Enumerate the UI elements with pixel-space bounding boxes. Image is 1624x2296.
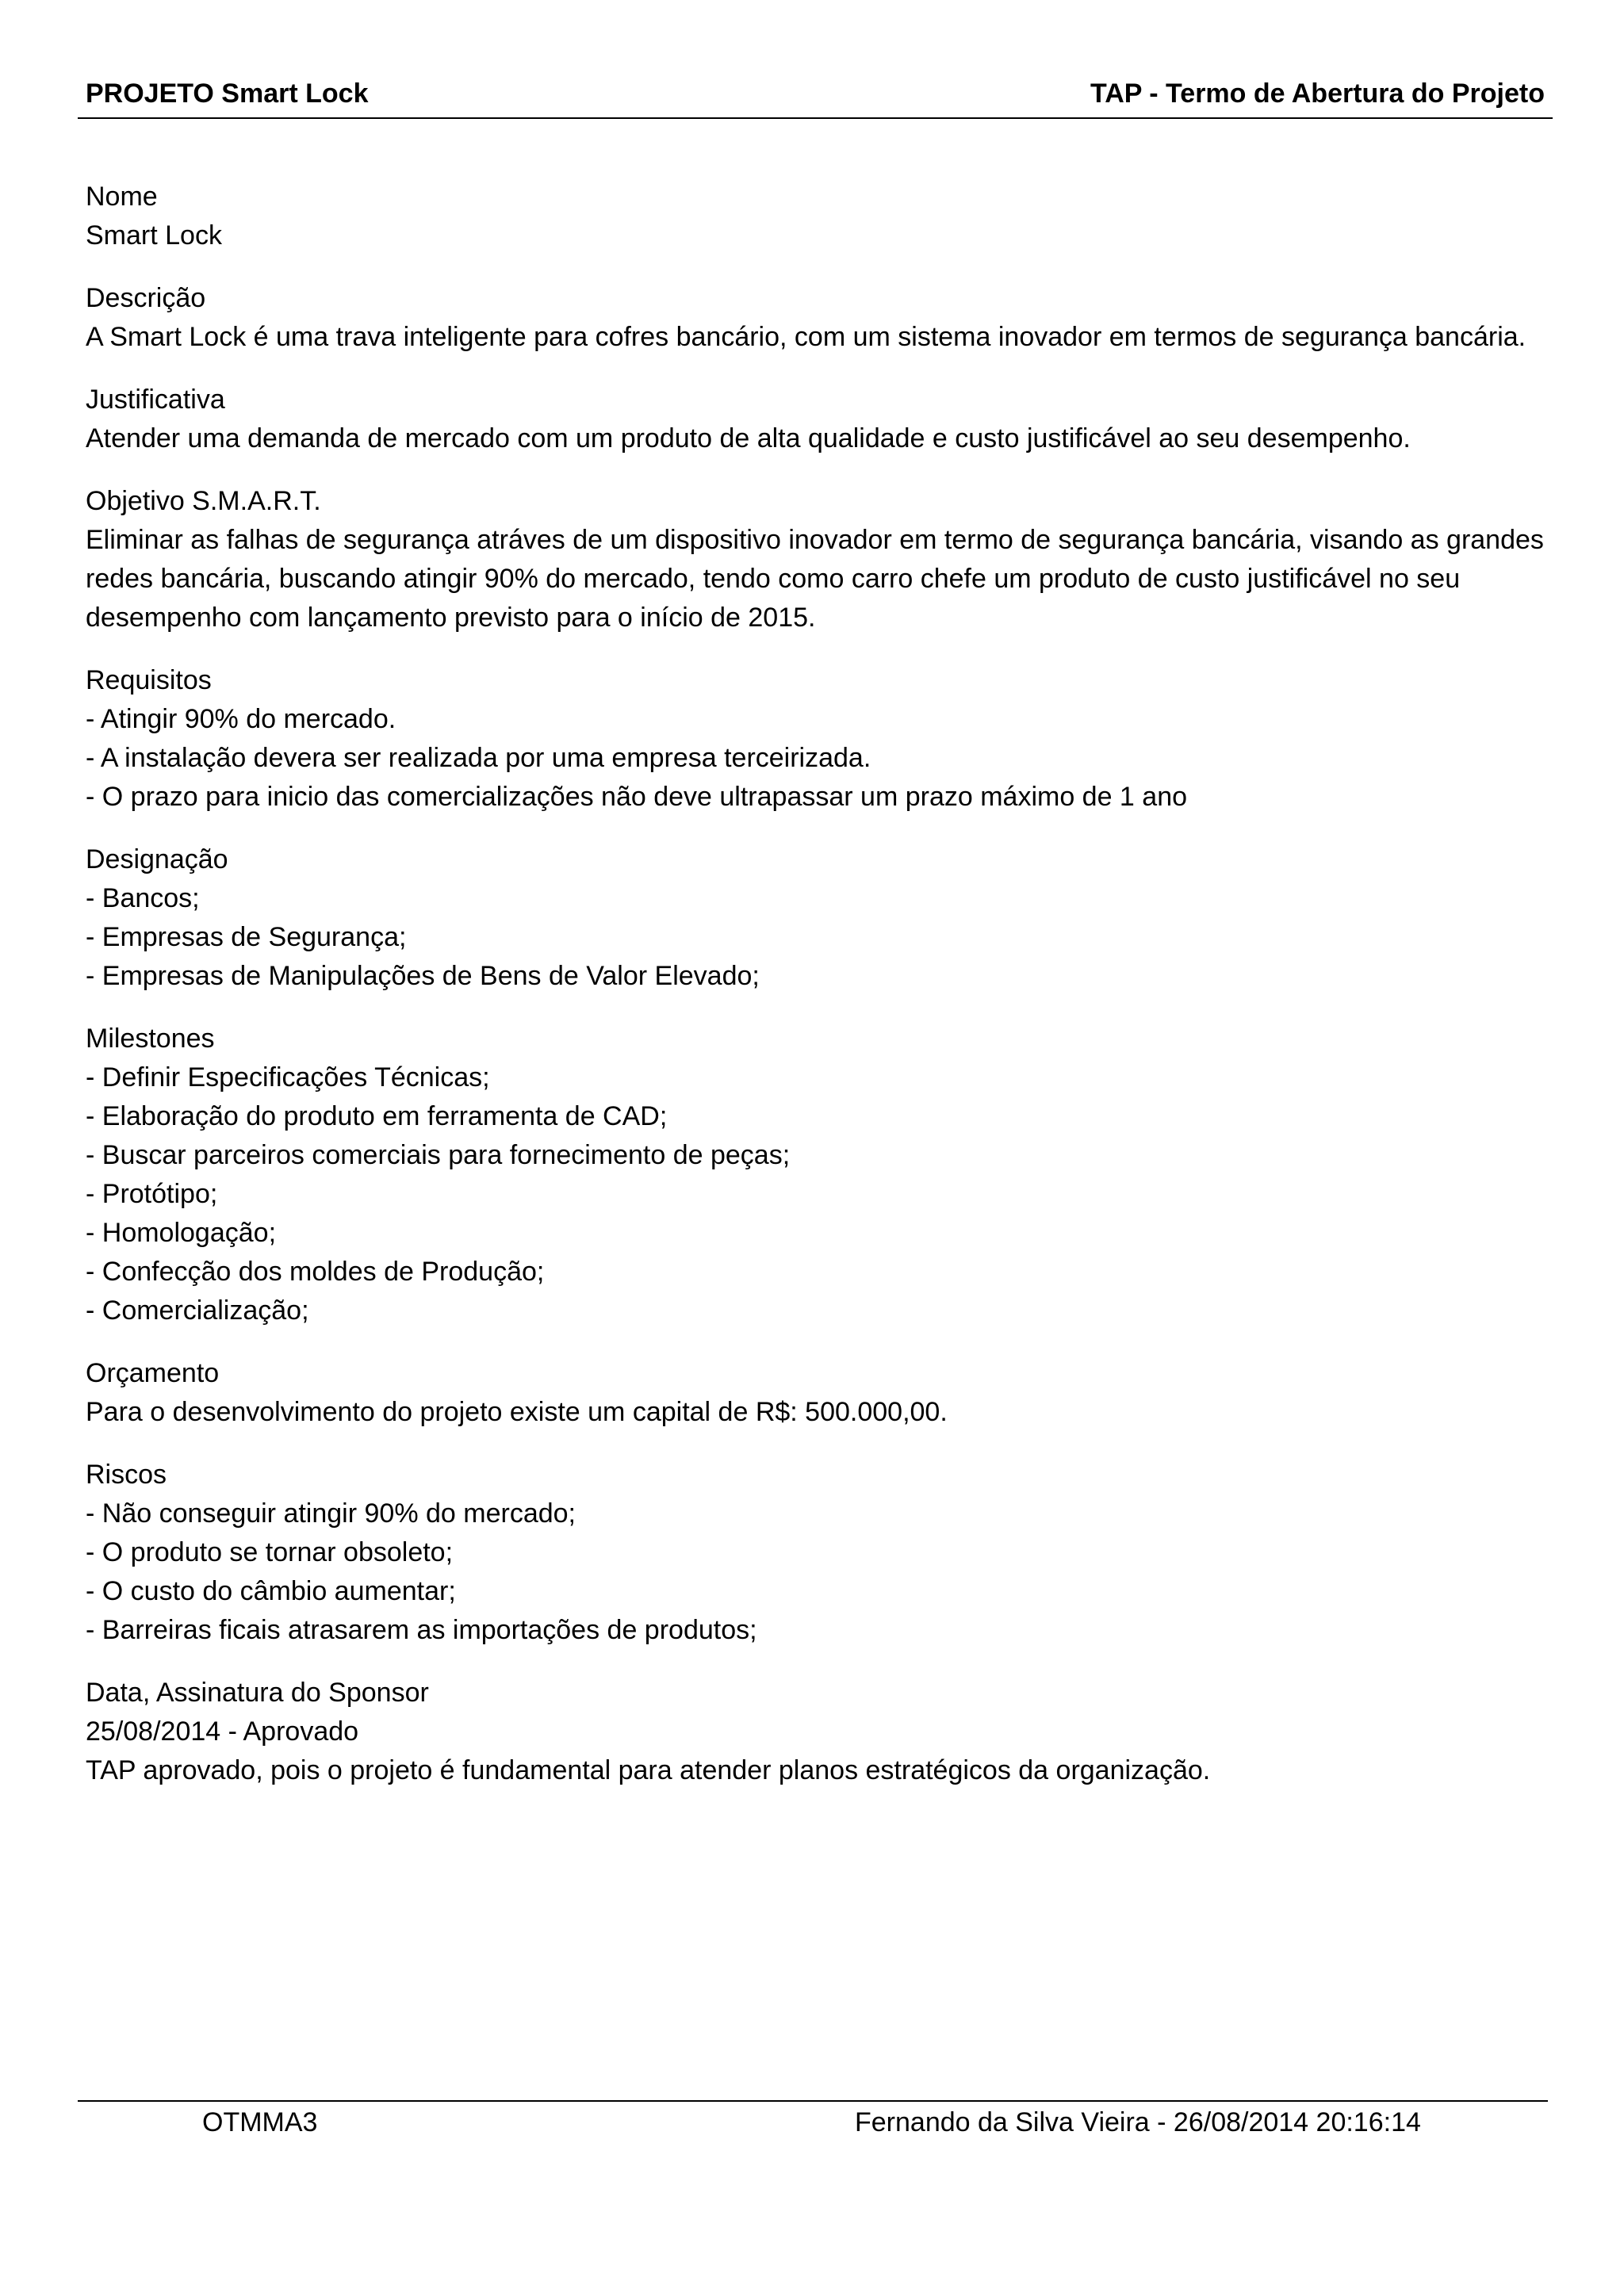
page-footer [78, 2100, 1548, 2149]
section-title-assinatura: Data, Assinatura do Sponsor [86, 1678, 429, 1708]
description-text: A Smart Lock é uma trava inteligente para cofres bancário, com um sistema inovador em termos de segurança bancária. [86, 322, 1526, 352]
section-objetivo [86, 482, 1561, 637]
list-item: - A instalação devera ser realizada por uma empresa terceirizada. [86, 743, 871, 773]
project-title: PROJETO Smart Lock [86, 78, 369, 109]
budget-text: Para o desenvolvimento do projeto existe um capital de R$: 500.000,00. [86, 1397, 948, 1427]
list-item: - Confecção dos moldes de Produção; [86, 1257, 545, 1287]
list-item: - Barreiras ficais atrasarem as importações de produtos; [86, 1615, 757, 1645]
section-title-nome: Nome [86, 182, 158, 212]
list-item: - Não conseguir atingir 90% do mercado; [86, 1498, 576, 1529]
section-assinatura [86, 1674, 1561, 1790]
project-name: Smart Lock [86, 220, 222, 251]
list-item: - Empresas de Segurança; [86, 922, 407, 952]
section-title-riscos: Riscos [86, 1460, 167, 1490]
list-item: - Homologação; [86, 1218, 277, 1248]
list-item: - O prazo para inicio das comercializações não deve ultrapassar um prazo máximo de 1 ano [86, 782, 1188, 812]
document-type-title: TAP - Termo de Abertura do Projeto [1090, 78, 1545, 109]
list-item: - O produto se tornar obsoleto; [86, 1537, 454, 1567]
section-nome [86, 178, 1561, 255]
section-title-descricao: Descrição [86, 283, 206, 313]
list-item: - Comercialização; [86, 1295, 309, 1326]
section-title-requisitos: Requisitos [86, 665, 212, 695]
section-requisitos [86, 661, 1561, 817]
section-title-orcamento: Orçamento [86, 1358, 220, 1388]
objective-text: Eliminar as falhas de segurança atráves de um dispositivo inovador em termo de segurança bancária, visando as grandes redes bancária, buscando atingir 90% do mercado, tendo como carro chefe um produto de custo justificável no seu desempenho com lançamento previsto para o início de 2015. [86, 525, 1544, 633]
approval-note: TAP aprovado, pois o projeto é fundamental para atender planos estratégicos da organização. [86, 1755, 1211, 1785]
footer-code: OTMMA3 [202, 2107, 318, 2137]
list-item: - Elaboração do produto em ferramenta de CAD; [86, 1101, 668, 1131]
section-title-milestones: Milestones [86, 1024, 215, 1054]
section-justificativa [86, 381, 1561, 458]
page-header [78, 76, 1553, 119]
section-orcamento [86, 1354, 1561, 1432]
footer-author-timestamp: Fernando da Silva Vieira - 26/08/2014 20:16:14 [855, 2107, 1421, 2137]
approval-date: 25/08/2014 - Aprovado [86, 1716, 359, 1747]
section-designacao [86, 840, 1561, 996]
list-item: - Protótipo; [86, 1179, 218, 1209]
list-item: - Bancos; [86, 883, 200, 913]
document-body [86, 178, 1561, 1814]
section-milestones [86, 1020, 1561, 1330]
justification-text: Atender uma demanda de mercado com um produto de alta qualidade e custo justificável ao seu desempenho. [86, 423, 1411, 453]
list-item: - Buscar parceiros comerciais para fornecimento de peças; [86, 1140, 791, 1170]
list-item: - Empresas de Manipulações de Bens de Valor Elevado; [86, 961, 760, 991]
list-item: - Definir Especificações Técnicas; [86, 1062, 490, 1093]
section-title-designacao: Designação [86, 844, 228, 874]
section-title-justificativa: Justificativa [86, 385, 225, 415]
section-descricao [86, 279, 1561, 357]
list-item: - O custo do câmbio aumentar; [86, 1576, 456, 1606]
list-item: - Atingir 90% do mercado. [86, 704, 396, 734]
section-riscos [86, 1456, 1561, 1650]
section-title-objetivo: Objetivo S.M.A.R.T. [86, 486, 321, 516]
